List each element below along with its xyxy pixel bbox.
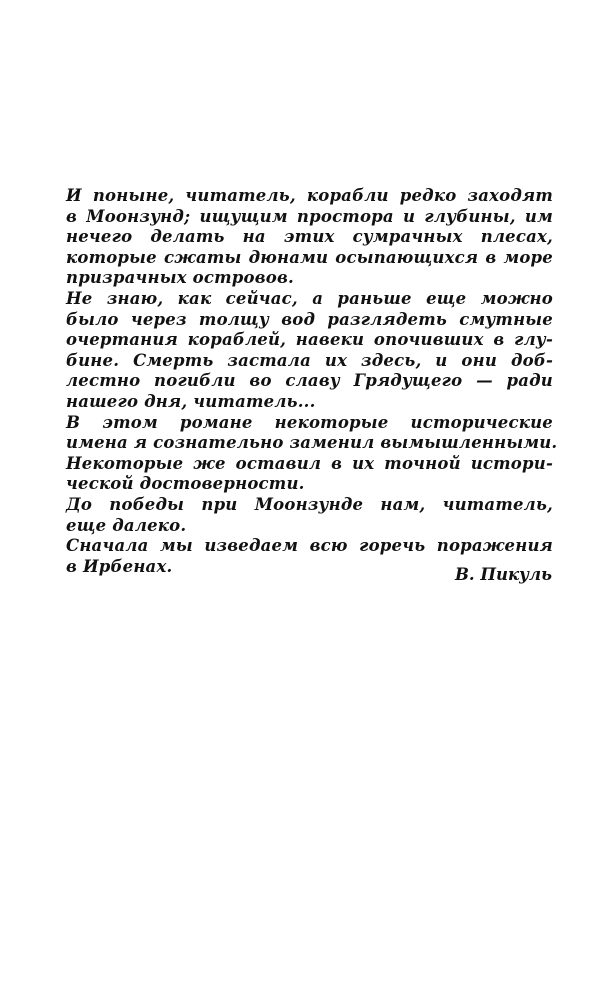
text-line: ческой достоверности. <box>66 474 305 494</box>
paragraph-4 <box>66 495 553 536</box>
epilogue-text <box>66 186 558 577</box>
text-line: нашего дня, читатель... <box>66 391 316 411</box>
author-signature: В. Пикуль <box>454 565 552 584</box>
text-line: которые сжаты дюнами осыпающихся в море <box>66 247 553 267</box>
text-line: очертания кораблей, навеки опочивших в глу- <box>66 330 553 350</box>
text-line: Не знаю, как сейчас, а раньше еще можно <box>66 288 553 308</box>
text-line: было через толщу вод разглядеть смутные <box>66 309 553 329</box>
text-line: нечего делать на этих сумрачных плесах, <box>66 227 553 247</box>
text-line: в Моонзунд; ищущим простора и глубины, им <box>66 206 553 226</box>
text-line: призрачных островов. <box>66 268 294 288</box>
text-line: еще далеко. <box>66 515 187 535</box>
text-line: И поныне, читатель, корабли редко заходят <box>66 186 553 205</box>
paragraph-3 <box>66 412 558 495</box>
text-line: лестно погибли во славу Грядущего — ради <box>66 371 553 391</box>
text-line: Сначала мы изведаем всю горечь поражения <box>66 536 553 556</box>
text-line: бине. Смерть застала их здесь, и они доб- <box>66 350 553 370</box>
paragraph-1 <box>66 186 553 289</box>
text-line: В этом романе некоторые исторические <box>66 412 553 432</box>
text-line: Некоторые же оставил в их точной истори- <box>66 453 553 473</box>
text-line: До победы при Моонзунде нам, читатель, <box>66 494 553 514</box>
text-line: в Ирбенах. <box>66 556 173 576</box>
text-line: имена я сознательно заменил вымышленными. <box>66 433 558 453</box>
paragraph-2 <box>66 289 553 413</box>
